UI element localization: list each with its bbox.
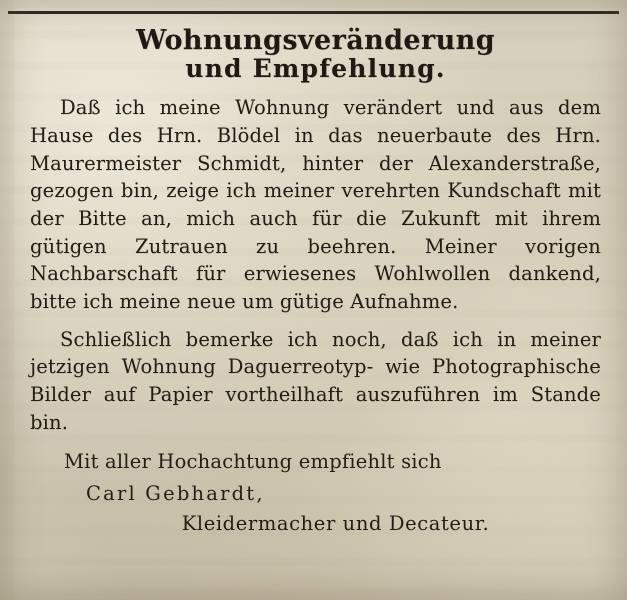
body-paragraph-1: Daß ich meine Wohnung verändert und aus dem Hause des Hrn. Blödel in das neuerbaute des Hrn. Maurermeister Schmidt, hinter der Alexanderstraße, gezogen bin, zeige ich meiner verehrten Kundschaft mit der Bitte an, mich auch für die Zukunft mit ihrem gütigen Zutrauen zu beehren. Meiner vorigen Nachbarschaft für erwiesenes Wohlwollen dankend, bitte ich meine neue um gütige Aufnahme. <box>30 96 601 313</box>
advertisement-content <box>0 22 627 538</box>
body-paragraph-2: Schließlich bemerke ich noch, daß ich in meiner jetzigen Wohnung Daguerreotyp- wie Photographische Bilder auf Papier vortheilhaft auszuführen im Stande bin. <box>30 327 601 434</box>
signer-name: Carl Gebhardt, <box>86 481 265 505</box>
top-rule-divider <box>8 11 619 14</box>
closing-line: Mit aller Hochachtung empfiehlt sich <box>64 450 442 474</box>
headline-line-1: Wohnungsveränderung <box>136 25 495 56</box>
headline-line-2: und Empfehlung. <box>185 54 446 84</box>
signature-block <box>30 448 601 538</box>
signer-trade: Kleidermacher und Decateur. <box>181 511 490 535</box>
advertisement-headline <box>30 26 601 82</box>
